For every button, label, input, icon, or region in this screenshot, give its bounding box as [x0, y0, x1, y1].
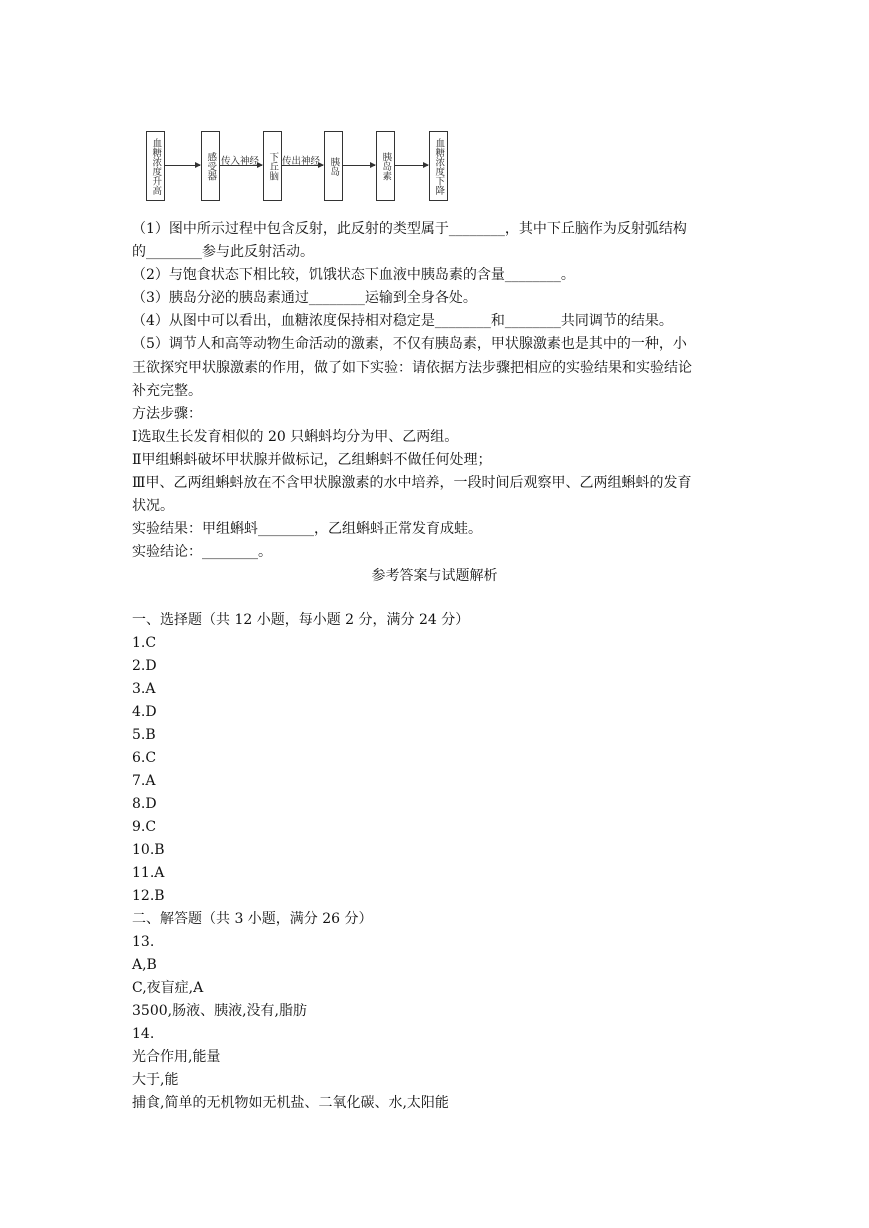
- diagram-arrow: [165, 165, 200, 166]
- answer-line: 捕食,简单的无机物如无机盐、二氧化碳、水,太阳能: [132, 1095, 449, 1111]
- question-line: （5）调节人和高等动物生命活动的激素，不仅有胰岛素，甲状腺激素也是其中的一种，小: [132, 336, 687, 352]
- answer-line: 14.: [132, 1026, 155, 1042]
- question-line: Ⅰ选取生长发育相似的 20 只蝌蚪均分为甲、乙两组。: [132, 429, 459, 445]
- choice-answer: 12.B: [132, 888, 165, 904]
- question-line: 王欲探究甲状腺激素的作用，做了如下实验：请依据方法步骤把相应的实验结果和实验结论: [132, 360, 692, 376]
- diagram-box-blood-sugar-rise: [146, 131, 165, 201]
- choice-answer: 8.D: [132, 796, 157, 812]
- box-label: 胰岛: [328, 156, 340, 176]
- diagram-box-hypothalamus: [263, 131, 282, 201]
- answer-section-title: 参考答案与试题解析: [371, 568, 498, 584]
- choice-answer: 5.B: [132, 727, 156, 743]
- answer-line: 大于,能: [132, 1072, 179, 1088]
- box-label: 下丘脑: [267, 151, 279, 181]
- arrow-label-efferent: 传出神经: [282, 156, 321, 167]
- diagram-box-receptor: [201, 131, 220, 201]
- choice-answer: 10.B: [132, 842, 165, 858]
- arrow-label-afferent: 传入神经: [221, 156, 260, 167]
- diagram-arrow: [395, 165, 428, 166]
- box-label: 血糖浓度升高: [150, 137, 162, 195]
- choice-answer: 9.C: [132, 819, 157, 835]
- section-heading-answer: 二、解答题（共 3 小题，满分 26 分）: [132, 911, 373, 927]
- answer-line: 13.: [132, 934, 155, 950]
- diagram-box-insulin: [376, 131, 395, 201]
- question-line: （4）从图中可以看出，血糖浓度保持相对稳定是________和________共同调节的结果。: [132, 313, 673, 329]
- choice-answer: 11.A: [132, 865, 165, 881]
- diagram-box-blood-sugar-fall: [429, 131, 448, 201]
- answer-line: 光合作用,能量: [132, 1049, 221, 1065]
- question-line: 补充完整。: [132, 383, 202, 399]
- question-line: 状况。: [132, 498, 174, 514]
- question-line: （3）胰岛分泌的胰岛素通过________运输到全身各处。: [132, 290, 477, 306]
- section-heading-choice: 一、选择题（共 12 小题，每小题 2 分，满分 24 分）: [132, 612, 470, 628]
- answer-line: C,夜盲症,A: [132, 980, 204, 996]
- choice-answer: 6.C: [132, 750, 157, 766]
- flow-diagram: [146, 131, 456, 203]
- box-label: 胰岛素: [380, 151, 392, 181]
- question-line: Ⅲ甲、乙两组蝌蚪放在不含甲状腺激素的水中培养，一段时间后观察甲、乙两组蝌蚪的发育: [132, 475, 692, 491]
- box-label: 血糖浓度下降: [433, 137, 445, 195]
- answer-line: A,B: [132, 957, 157, 973]
- question-line: （2）与饱食状态下相比较，饥饿状态下血液中胰岛素的含量________。: [132, 267, 575, 283]
- choice-answer: 1.C: [132, 635, 157, 651]
- question-line: （1）图中所示过程中包含反射，此反射的类型属于________，其中下丘脑作为反射弧结构: [132, 221, 687, 237]
- diagram-arrow: [343, 165, 375, 166]
- question-line: 的________参与此反射活动。: [132, 244, 314, 260]
- choice-answer: 2.D: [132, 658, 157, 674]
- answer-line: 3500,肠液、胰液,没有,脂肪: [132, 1003, 307, 1019]
- choice-answer: 7.A: [132, 773, 156, 789]
- question-line: 实验结论：________。: [132, 544, 272, 560]
- box-label: 感受器: [205, 151, 217, 181]
- diagram-box-islet: [324, 131, 343, 201]
- question-line: 实验结果：甲组蝌蚪________，乙组蝌蚪正常发育成蛙。: [132, 521, 482, 537]
- question-line: Ⅱ甲组蝌蚪破坏甲状腺并做标记，乙组蝌蚪不做任何处理；: [132, 452, 492, 468]
- choice-answer: 4.D: [132, 704, 157, 720]
- choice-answer: 3.A: [132, 681, 156, 697]
- question-line: 方法步骤：: [132, 406, 202, 422]
